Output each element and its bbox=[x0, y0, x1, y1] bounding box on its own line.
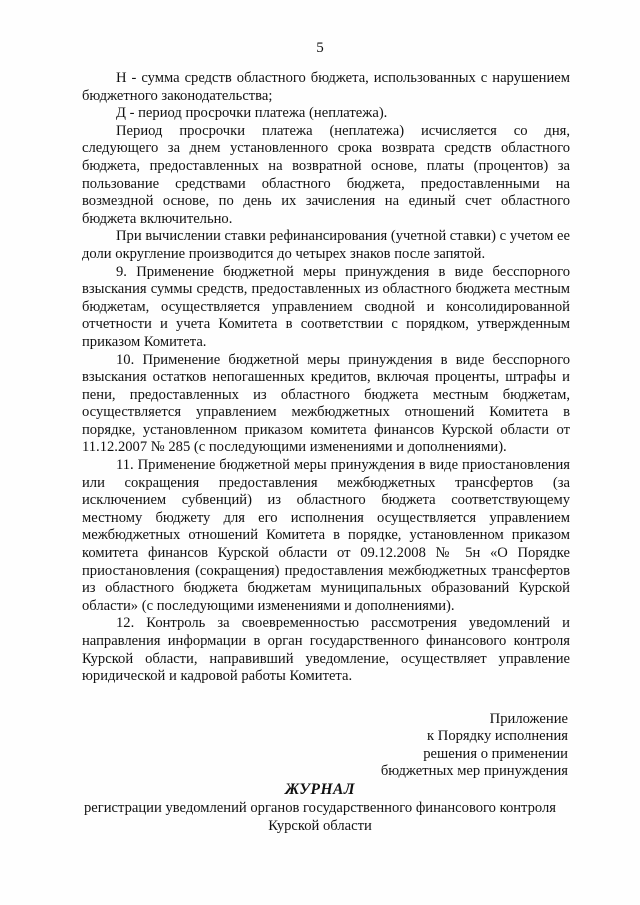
journal-subtitle: регистрации уведомлений органов государственного финансового контроля Курской области bbox=[83, 800, 557, 834]
paragraph-item-9: 9. Применение бюджетной меры принуждения в виде бесспорного взыскания суммы средств, предоставленных из областного бюджета местным бюджетам, осуществляется управлением сводной и консолидированной отчетности и учета Комитета в соответствии с порядком, утвержденным приказом Комитета. bbox=[82, 263, 570, 350]
paragraph-rounding: При вычислении ставки рефинансирования (учетной ставки) с учетом ее доли округление производится до четырех знаков после запятой. bbox=[82, 228, 570, 262]
appendix-caption bbox=[308, 711, 568, 781]
document-body bbox=[82, 70, 570, 686]
page-number: 5 bbox=[316, 40, 324, 56]
paragraph-item-10: 10. Применение бюджетной меры принуждения в виде бесспорного взыскания остатков непогашенных кредитов, включая проценты, штрафы и пени, предоставленных из областного бюджета местным бюджетам, осуществляется управлением межбюджетных отношений Комитета в порядке, установленном приказом комитета финансов Курской области от 11.12.2007 № 285 (с последующими изменениями и дополнениями). bbox=[82, 351, 570, 456]
paragraph-h-definition: H - сумма средств областного бюджета, использованных с нарушением бюджетного законодательства; bbox=[82, 70, 570, 104]
appendix-line: Приложение bbox=[489, 711, 568, 727]
journal-title: ЖУРНАЛ bbox=[285, 781, 355, 798]
appendix-line: решения о применении bbox=[423, 745, 568, 762]
paragraph-item-12: 12. Контроль за своевременностью рассмотрения уведомлений и направления информации в орган государственного финансового контроля Курской области, направивший уведомление, осуществляет управление юридической и кадровой работы Комитета. bbox=[82, 615, 570, 685]
paragraph-d-definition: Д - период просрочки платежа (неплатежа). bbox=[116, 105, 388, 122]
appendix-line: к Порядку исполнения bbox=[427, 728, 568, 745]
paragraph-item-11: 11. Применение бюджетной меры принуждения в виде приостановления или сокращения предоставления межбюджетных трансфертов (за исключением субвенций) из областного бюджета соответствующему местному бюджету для его исполнения осуществляется управлением межбюджетных отношений Комитета в порядке, установленном приказом комитета финансов Курской области от 09.12.2008 № 5н «О Порядке приостановления (сокращения) предоставления межбюджетных трансфертов из областного бюджета бюджетам муниципальных образований Курской области» (с последующими изменениями и дополнениями). bbox=[82, 457, 570, 614]
paragraph-overdue-period: Период просрочки платежа (неплатежа) исчисляется со дня, следующего за днем установленного срока возврата средств областного бюджета, предоставленных на возвратной основе, платы (процентов) за пользование средствами областного бюджета, предоставленными на возмездной основе, по день их зачисления на единый счет областного бюджета включительно. bbox=[82, 122, 570, 227]
appendix-line: бюджетных мер принуждения bbox=[380, 763, 568, 780]
